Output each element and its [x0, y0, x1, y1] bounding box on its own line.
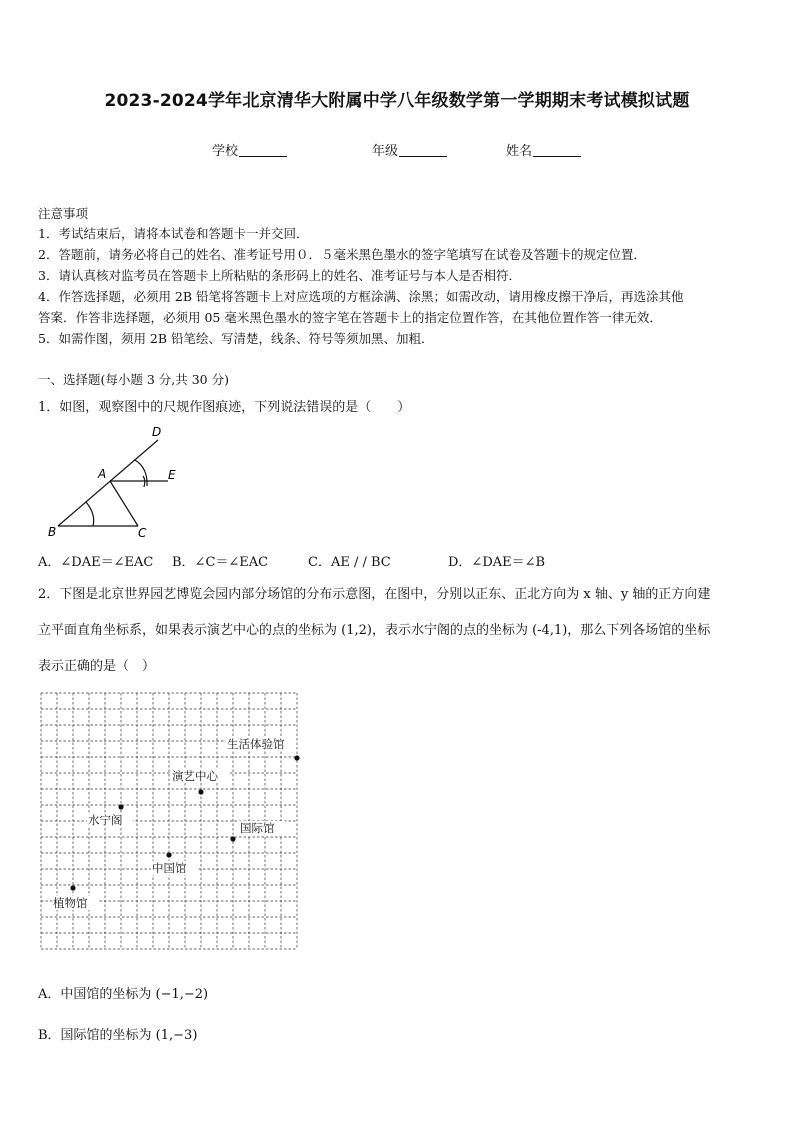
note-item: 3．请认真核对监考员在答题卡上所粘贴的条形码上的姓名、准考证号与本人是否相符．: [38, 268, 521, 283]
point-performance-center: [198, 789, 203, 794]
point-china-pavilion: [166, 852, 171, 857]
page-title: 2023-2024学年北京清华大附属中学八年级数学第一学期期末考试模拟试题: [104, 91, 690, 111]
question-2-stem-line2: 立平面直角坐标系，如果表示演艺中心的点的坐标为 (1,2)，表示水宁阁的点的坐标为 (-4,1)，那么下列各场馆的坐标: [38, 623, 711, 638]
point-international-pavilion: [230, 836, 235, 841]
name-field[interactable]: [506, 140, 581, 159]
label-plant-pavilion: 植物馆: [53, 896, 88, 910]
grade-field[interactable]: [372, 140, 447, 159]
segment-ac: [110, 481, 138, 526]
note-item: 2．答题前，请务必将自己的姓名、准考证号用０．５毫米黑色墨水的签字笔填写在试卷及答题卡的规定位置．: [38, 247, 646, 262]
school-label: 学校: [212, 144, 239, 159]
point-shuining-pavilion: [118, 804, 123, 809]
label-d: D: [152, 425, 162, 439]
label-china-pavilion: 中国馆: [152, 861, 187, 875]
label-performance-center: 演艺中心: [172, 769, 218, 783]
label-a: A: [98, 467, 107, 481]
school-blank[interactable]: [239, 142, 287, 157]
question-1-figure: [40, 420, 200, 545]
q1-option-c[interactable]: C．AE / / BC: [308, 555, 391, 570]
question-1-stem: 1．如图，观察图中的尺规作图痕迹，下列说法错误的是（ ）: [38, 400, 411, 415]
note-item: 4．作答选择题，必须用 2B 铅笔将答题卡上对应选项的方框涂满、涂黑；如需改动，请用橡皮擦干净后，再选涂其他: [38, 289, 684, 304]
q2-option-b[interactable]: B．国际馆的坐标为 (1,−3): [38, 1028, 198, 1043]
grade-blank[interactable]: [399, 142, 447, 157]
segment-bd: [58, 440, 158, 526]
venue-map-grid: [40, 692, 302, 954]
section-heading: 一、选择题(每小题 3 分,共 30 分): [38, 372, 229, 387]
note-item: 1．考试结束后，请将本试卷和答题卡一并交回．: [38, 226, 309, 241]
name-blank[interactable]: [533, 142, 581, 157]
q1-option-b[interactable]: B．∠C＝∠EAC: [172, 555, 269, 570]
q2-option-a[interactable]: A．中国馆的坐标为 (−1,−2): [38, 987, 209, 1002]
note-item: 5．如需作图，须用 2B 铅笔绘、写清楚，线条、符号等须加黑、加粗．: [38, 331, 434, 346]
point-plant-pavilion: [70, 885, 75, 890]
student-info-row: [0, 140, 794, 160]
label-international-pavilion: 国际馆: [240, 821, 275, 835]
label-shuining-pavilion: 水宁阁: [88, 813, 123, 827]
question-2-stem-line3: 表示正确的是（ ）: [38, 659, 156, 674]
label-e: E: [168, 468, 176, 482]
label-b: B: [48, 525, 57, 539]
school-field[interactable]: [212, 140, 287, 159]
note-item: 答案．作答非选择题，必须用 05 毫米黑色墨水的签字笔在答题卡上的指定位置作答，在其他位置作答一律无效．: [38, 310, 662, 325]
label-life-experience: 生活体验馆: [227, 737, 285, 751]
name-label: 姓名: [506, 144, 533, 159]
notes-heading: 注意事项: [38, 206, 89, 221]
arc-at-b: [86, 502, 94, 526]
question-2-stem-line1: 2．下图是北京世界园艺博览会园内部分场馆的分布示意图，在图中，分别以正东、正北方向为 x 轴、y 轴的正方向建: [38, 587, 711, 602]
point-life-experience: [294, 755, 299, 760]
label-c: C: [138, 526, 147, 540]
grade-label: 年级: [372, 144, 399, 159]
q1-option-a[interactable]: A．∠DAE＝∠EAC: [38, 555, 154, 570]
q1-option-d[interactable]: D．∠DAE＝∠B: [448, 555, 546, 570]
